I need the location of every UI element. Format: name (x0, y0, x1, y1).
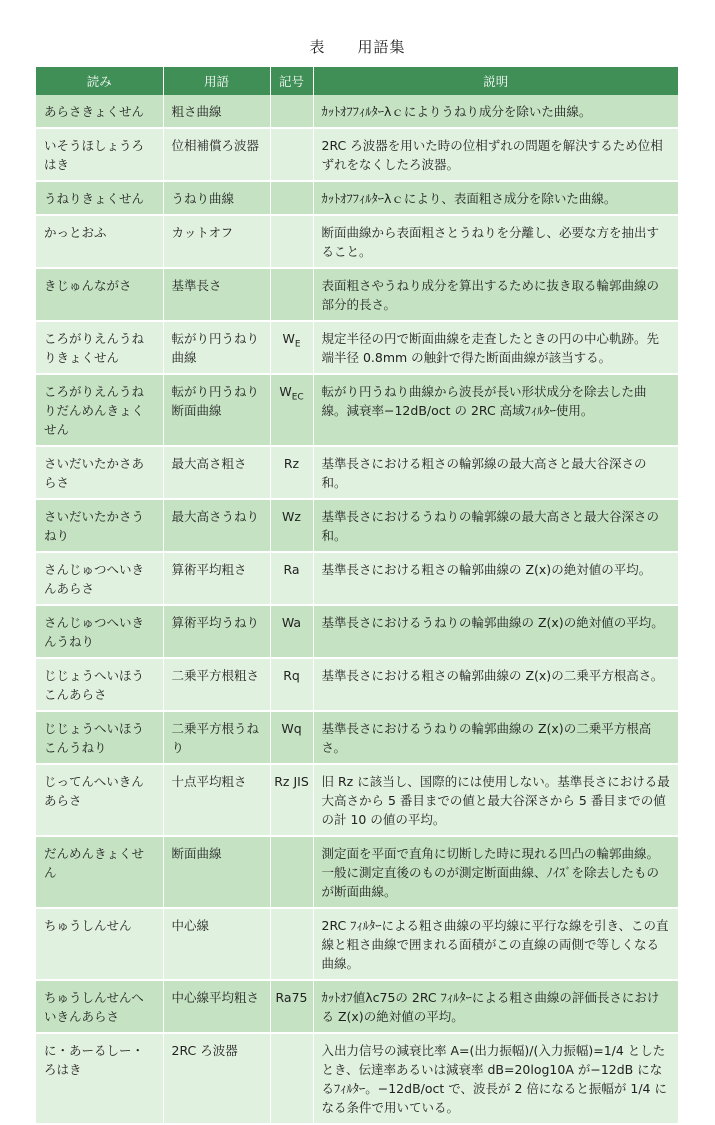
cell-reading: さいだいたかさうねり (36, 499, 163, 552)
cell-symbol (270, 128, 313, 181)
cell-term: 基準長さ (163, 268, 270, 321)
table-row (36, 552, 678, 605)
cell-symbol (270, 268, 313, 321)
cell-reading: さんじゅつへいきんあらさ (36, 552, 163, 605)
table-row (36, 1033, 678, 1124)
cell-term: 十点平均粗さ (163, 764, 270, 836)
cell-symbol: Rz JIS (270, 764, 313, 836)
cell-term: 算術平均うねり (163, 605, 270, 658)
cell-term: 転がり円うねり断面曲線 (163, 374, 270, 446)
table-body (36, 95, 678, 1124)
cell-symbol: Wa (270, 605, 313, 658)
cell-reading: ころがりえんうねりだんめんきょくせん (36, 374, 163, 446)
table-row (36, 268, 678, 321)
cell-reading: ちゅうしんせん (36, 908, 163, 980)
cell-reading: かっとおふ (36, 215, 163, 268)
cell-reading: じじょうへいほうこんうねり (36, 711, 163, 764)
cell-reading: さんじゅつへいきんうねり (36, 605, 163, 658)
cell-description: 入出力信号の減衰比率 A=(出力振幅)/(入力振幅)=1/4 としたとき、伝達率あるいは減衰率 dB=20log10A が−12dB になるﾌｨﾙﾀｰ。−12dB/oct で、波長が 2 倍になると振幅が 1/4 になる条件で用いている。 (313, 1033, 678, 1124)
cell-description: 旧 Rz に該当し、国際的には使用しない。基準長さにおける最大高さから 5 番目までの値と最大谷深さから 5 番目までの値の計 10 の値の平均。 (313, 764, 678, 836)
cell-reading: ちゅうしんせんへいきんあらさ (36, 980, 163, 1033)
cell-term: 二乗平方根粗さ (163, 658, 270, 711)
column-header-symbol: 記号 (270, 67, 313, 95)
page-title: 表 用語集 (309, 38, 406, 56)
cell-symbol (270, 215, 313, 268)
cell-term: 粗さ曲線 (163, 95, 270, 128)
cell-symbol (270, 908, 313, 980)
cell-description: ｶｯﾄｵﾌﾌｨﾙﾀｰλｃにより、表面粗さ成分を除いた曲線。 (313, 181, 678, 215)
table-row (36, 181, 678, 215)
cell-description: 2RC ろ波器を用いた時の位相ずれの問題を解決するため位相ずれをなくしたろ波器。 (313, 128, 678, 181)
table-row (36, 374, 678, 446)
glossary-table (36, 67, 678, 1125)
cell-term: 中心線 (163, 908, 270, 980)
cell-symbol (270, 181, 313, 215)
cell-description: 測定面を平面で直角に切断した時に現れる凹凸の輪郭曲線。一般に測定直後のものが測定断面曲線、ﾉｲｽﾞを除去したものが断面曲線。 (313, 836, 678, 908)
cell-description: ｶｯﾄｵﾌ値λc75の 2RC ﾌｨﾙﾀｰによる粗さ曲線の評価長さにおける Z(x)の絶対値の平均。 (313, 980, 678, 1033)
cell-description: 規定半径の円で断面曲線を走査したときの円の中心軌跡。先端半径 0.8mm の触針で得た断面曲線が該当する。 (313, 321, 678, 374)
cell-description: 2RC ﾌｨﾙﾀｰによる粗さ曲線の平均線に平行な線を引き、この直線と粗さ曲線で囲まれる面積がこの直線の両側で等しくなる曲線。 (313, 908, 678, 980)
column-header-description: 説明 (313, 67, 678, 95)
cell-reading: じってんへいきんあらさ (36, 764, 163, 836)
cell-description: 基準長さにおける粗さの輪郭曲線の Z(x)の絶対値の平均。 (313, 552, 678, 605)
cell-term: 中心線平均粗さ (163, 980, 270, 1033)
cell-description: 基準長さにおけるうねりの輪郭曲線の Z(x)の二乗平方根高さ。 (313, 711, 678, 764)
cell-reading: だんめんきょくせん (36, 836, 163, 908)
cell-symbol: Ra75 (270, 980, 313, 1033)
cell-symbol: Rz (270, 446, 313, 499)
cell-reading: ころがりえんうねりきょくせん (36, 321, 163, 374)
cell-term: 最大高さ粗さ (163, 446, 270, 499)
table-row (36, 95, 678, 128)
column-header-reading: 読み (36, 67, 163, 95)
cell-description: ｶｯﾄｵﾌﾌｨﾙﾀｰλｃによりうねり成分を除いた曲線。 (313, 95, 678, 128)
table-row (36, 836, 678, 908)
cell-symbol (270, 95, 313, 128)
cell-term: 算術平均粗さ (163, 552, 270, 605)
cell-term: 最大高さうねり (163, 499, 270, 552)
table-row (36, 499, 678, 552)
cell-term: 2RC ろ波器 (163, 1033, 270, 1124)
table-row (36, 215, 678, 268)
table-row (36, 321, 678, 374)
cell-symbol: Wq (270, 711, 313, 764)
table-row (36, 980, 678, 1033)
cell-reading: うねりきょくせん (36, 181, 163, 215)
table-row (36, 711, 678, 764)
table-row (36, 658, 678, 711)
cell-term: 二乗平方根うねり (163, 711, 270, 764)
cell-description: 断面曲線から表面粗さとうねりを分離し、必要な方を抽出すること。 (313, 215, 678, 268)
column-header-term: 用語 (163, 67, 270, 95)
cell-description: 基準長さにおけるうねりの輪郭線の最大高さと最大谷深さの和。 (313, 499, 678, 552)
table-row (36, 908, 678, 980)
cell-description: 基準長さにおける粗さの輪郭曲線の Z(x)の二乗平方根高さ。 (313, 658, 678, 711)
cell-symbol (270, 836, 313, 908)
cell-symbol: Wz (270, 499, 313, 552)
cell-symbol (270, 1033, 313, 1124)
cell-reading: さいだいたかさあらさ (36, 446, 163, 499)
cell-symbol: $W_{EC}$ (270, 374, 313, 446)
cell-term: カットオフ (163, 215, 270, 268)
cell-description: 表面粗さやうねり成分を算出するために抜き取る輪郭曲線の部分的長さ。 (313, 268, 678, 321)
table-header-row (36, 67, 678, 95)
cell-symbol: Ra (270, 552, 313, 605)
table-row (36, 128, 678, 181)
cell-term: 断面曲線 (163, 836, 270, 908)
cell-reading: じじょうへいほうこんあらさ (36, 658, 163, 711)
cell-symbol: Rq (270, 658, 313, 711)
cell-reading: あらさきょくせん (36, 95, 163, 128)
table-row (36, 446, 678, 499)
cell-term: 位相補償ろ波器 (163, 128, 270, 181)
cell-term: 転がり円うねり曲線 (163, 321, 270, 374)
cell-reading: に・あーるしー・ろはき (36, 1033, 163, 1124)
table-row (36, 605, 678, 658)
cell-description: 基準長さにおける粗さの輪郭線の最大高さと最大谷深さの和。 (313, 446, 678, 499)
table-row (36, 764, 678, 836)
cell-term: うねり曲線 (163, 181, 270, 215)
cell-description: 転がり円うねり曲線から波長が長い形状成分を除去した曲線。減衰率−12dB/oct の 2RC 高域ﾌｨﾙﾀｰ使用。 (313, 374, 678, 446)
cell-description: 基準長さにおけるうねりの輪郭曲線の Z(x)の絶対値の平均。 (313, 605, 678, 658)
cell-reading: いそうほしょうろはき (36, 128, 163, 181)
cell-symbol: $W_E$ (270, 321, 313, 374)
cell-reading: きじゅんながさ (36, 268, 163, 321)
